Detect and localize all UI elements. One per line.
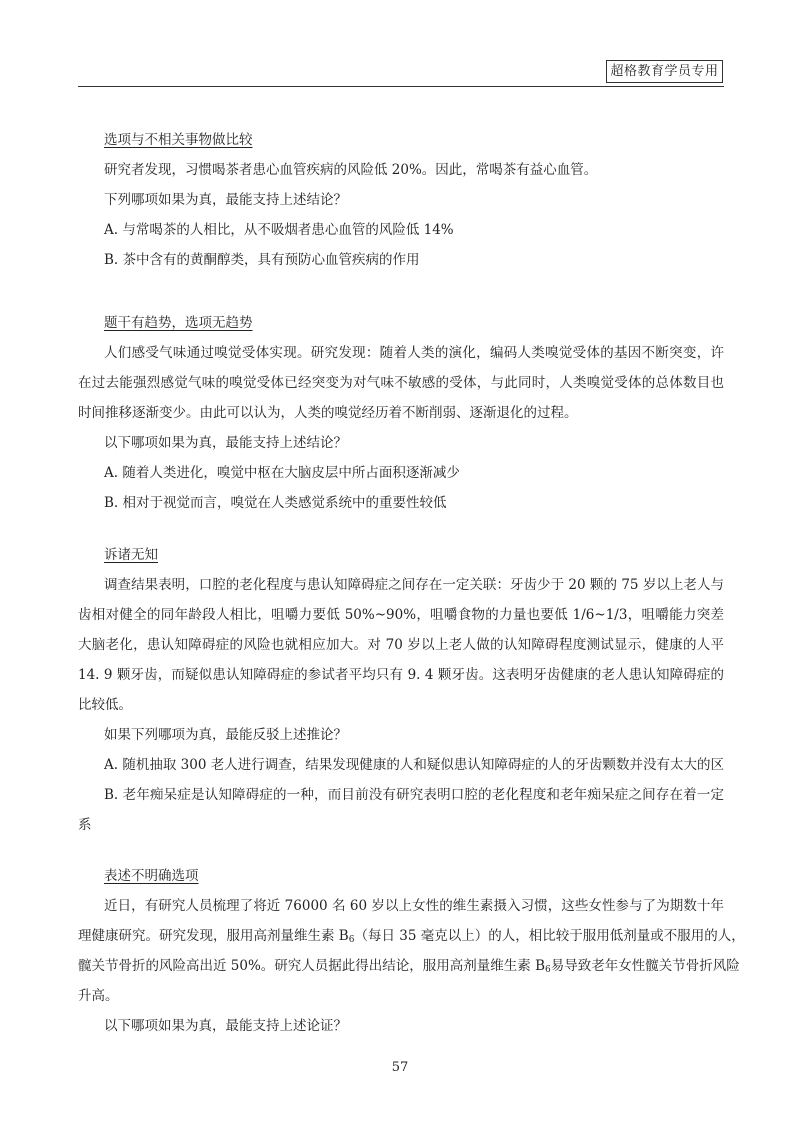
- subscript: 6: [348, 935, 355, 945]
- header-rule: [78, 86, 724, 87]
- question-stem-line: 时间推移逐渐变少。由此可以认为，人类的嗅觉经历着不断削弱、逐渐退化的过程。: [78, 405, 578, 421]
- stem-text: 理健康研究。研究发现，服用高剂量维生素 B: [78, 928, 349, 944]
- question-stem-line: 齿相对健全的同年龄段人相比，咀嚼力要低 50%~90%，咀嚼食物的力量也要低 1/6~1/3，咀嚼能力突差: [78, 607, 724, 623]
- subscript: 6: [545, 965, 551, 975]
- stem-text: （每日 35 毫克以上）的人，相比较于服用低剂量或不服用的人，: [354, 928, 745, 944]
- question-prompt: 下列哪项如果为真，最能支持上述结论？: [104, 192, 347, 208]
- stem-text: 易导致老年女性髋关节骨折风险: [550, 958, 740, 974]
- stem-text: 髋关节骨折的风险高出近 50%。研究人员据此得出结论，服用高剂量维生素 B: [78, 958, 546, 974]
- header-badge: 超格教育学员专用: [606, 60, 723, 83]
- question-stem-line: 升高。: [78, 988, 119, 1004]
- question-stem-line: 在过去能强烈感觉气味的嗅觉受体已经突变为对气味不敏感的受体，与此同时，人类嗅觉受体的总体数目也: [78, 375, 724, 391]
- question-stem-line: 近日，有研究人员梳理了将近 76000 名 60 岁以上女性的维生素摄入习惯，这些女性参与了为期数十年: [104, 898, 724, 914]
- question-stem-line: [78, 956, 740, 976]
- question-stem-line: 14. 9 颗牙齿，而疑似患认知障碍症的参试者平均只有 9. 4 颗牙齿。这表明牙齿健康的老人患认知障碍症的: [78, 667, 724, 683]
- section-title: 选项与不相关事物做比较: [104, 132, 253, 148]
- question-prompt: 以下哪项如果为真，最能支持上述论证？: [104, 1018, 347, 1034]
- option-a: A. 与常喝茶的人相比，从不吸烟者患心血管的风险低 14%: [104, 222, 454, 238]
- option-b: B. 老年痴呆症是认知障碍症的一种，而目前没有研究表明口腔的老化程度和老年痴呆症之间存在着一定: [104, 787, 724, 803]
- option-b: B. 相对于视觉而言，嗅觉在人类感觉系统中的重要性较低: [104, 495, 447, 511]
- page-number: 57: [391, 1060, 409, 1075]
- option-a: A. 随着人类进化，嗅觉中枢在大脑皮层中所占面积逐渐减少: [104, 465, 460, 481]
- section-title: 诉诸无知: [104, 547, 158, 563]
- section-title: 表述不明确选项: [104, 868, 199, 884]
- question-stem-line: 比较低。: [78, 697, 132, 713]
- question-stem-line: 调查结果表明，口腔的老化程度与患认知障碍症之间存在一定关联：牙齿少于 20 颗的 75 岁以上老人与: [104, 577, 724, 593]
- question-stem-line: 人们感受气味通过嗅觉受体实现。研究发现：随着人类的演化，编码人类嗅觉受体的基因不断突变，许: [104, 345, 724, 361]
- question-stem: 研究者发现，习惯喝茶者患心血管疾病的风险低 20%。因此，常喝茶有益心血管。: [104, 162, 598, 178]
- option-b: B. 茶中含有的黄酮醇类，具有预防心血管疾病的作用: [104, 252, 420, 268]
- question-stem-line: 大脑老化，患认知障碍症的风险也就相应加大。对 70 岁以上老人做的认知障碍程度测试显示，健康的人平: [78, 637, 724, 653]
- option-b-continued: 系: [78, 817, 92, 833]
- question-stem-line: [78, 926, 745, 946]
- option-a: A. 随机抽取 300 老人进行调查，结果发现健康的人和疑似患认知障碍症的人的牙齿颗数并没有太大的区: [104, 757, 724, 773]
- question-prompt: 以下哪项如果为真，最能支持上述结论？: [104, 435, 347, 451]
- section-title: 题干有趋势，选项无趋势: [104, 315, 253, 331]
- question-prompt: 如果下列哪项为真，最能反驳上述推论？: [104, 727, 347, 743]
